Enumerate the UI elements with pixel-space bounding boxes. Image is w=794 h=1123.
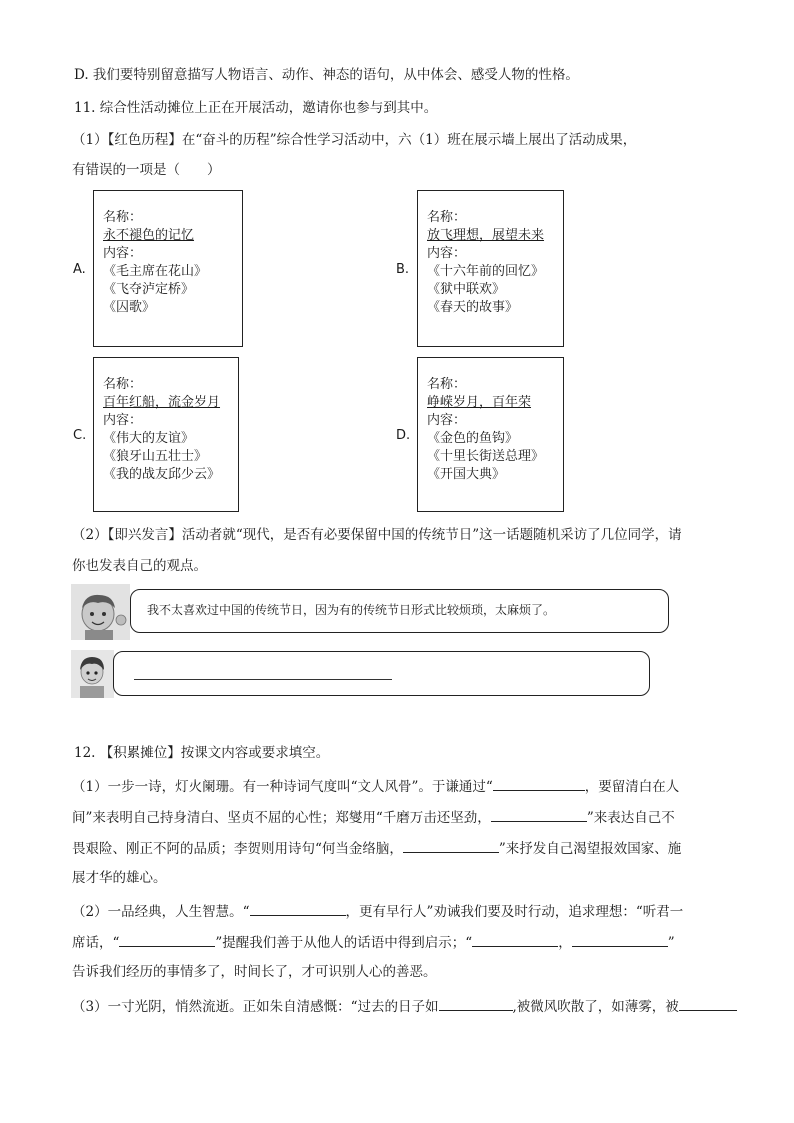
fill-blank[interactable] xyxy=(439,996,513,1011)
text-segment: 席话，“ xyxy=(72,935,120,951)
option-d-card[interactable] xyxy=(417,357,564,512)
card-name-value: 峥嵘岁月，百年荣 xyxy=(427,395,532,410)
option-d-text: D. 我们要特别留意描写人物语言、动作、神态的语句，从中体会、感受人物的性格。 xyxy=(74,67,579,83)
q12-part2-line3: 告诉我们经历的事情多了，时间长了，才可识别人心的善恶。 xyxy=(72,964,437,980)
option-c-card[interactable] xyxy=(93,357,239,512)
question-11-part2-line2: 你也发表自己的观点。 xyxy=(72,558,207,574)
card-item: 《囚歌》 xyxy=(103,300,156,315)
q12-part3-line1 xyxy=(72,996,737,1016)
speech-bubble-classmate xyxy=(130,589,669,633)
card-name-label: 名称： xyxy=(427,377,467,392)
q12-part2-line2 xyxy=(72,932,675,952)
option-b-letter: B. xyxy=(396,262,410,277)
answer-bubble[interactable] xyxy=(113,651,650,696)
card-item: 《飞夺泸定桥》 xyxy=(103,282,195,297)
card-item: 《十六年前的回忆》 xyxy=(427,264,545,279)
card-content-label: 内容： xyxy=(103,413,143,428)
card-name-value: 永不褪色的记忆 xyxy=(103,228,195,243)
fill-blank[interactable] xyxy=(472,932,558,947)
fill-blank[interactable] xyxy=(119,932,215,947)
q12-part2-line1 xyxy=(72,901,683,921)
text-segment: ， xyxy=(558,935,572,951)
question-11-part1-line2: 有错误的一项是（ ） xyxy=(72,162,221,178)
fill-blank[interactable] xyxy=(250,901,346,916)
fill-blank[interactable] xyxy=(493,776,585,791)
card-content-label: 内容： xyxy=(427,413,467,428)
student-avatar-icon xyxy=(71,650,114,698)
question-11-title: 11. 综合性活动摊位上正在开展活动，邀请你也参与到其中。 xyxy=(74,100,438,116)
card-item: 《狱中联欢》 xyxy=(427,282,506,297)
answer-blank-line[interactable] xyxy=(134,679,392,680)
card-item: 《伟大的友谊》 xyxy=(103,431,195,446)
fill-blank[interactable] xyxy=(572,932,668,947)
text-segment: ” xyxy=(667,935,675,951)
fill-blank[interactable] xyxy=(403,838,499,853)
option-b-card[interactable] xyxy=(417,190,564,347)
text-segment: 间”来表明自己持身清白、坚贞不屈的心性；郑燮用“千磨万击还坚劲， xyxy=(72,810,491,826)
text-segment: ”提醒我们善于从他人的话语中得到启示；“ xyxy=(215,935,473,951)
text-segment: （3）一寸光阴，悄然流逝。正如朱自清感慨：“过去的日子如 xyxy=(72,999,439,1015)
text-segment: ，更有早行人”劝诫我们要及时行动，追求理想：“听君一 xyxy=(345,904,684,920)
card-item: 《金色的鱼钩》 xyxy=(427,431,519,446)
card-item: 《我的战友邱少云》 xyxy=(103,467,221,482)
text-segment: ”来抒发自己渴望报效国家、施 xyxy=(498,841,682,857)
question-12-title: 12. 【积累摊位】按课文内容或要求填空。 xyxy=(74,745,330,761)
boy-avatar-icon xyxy=(71,584,130,640)
q12-part1-line4: 展才华的雄心。 xyxy=(72,870,167,886)
option-a-letter: A. xyxy=(73,262,86,277)
card-name-label: 名称： xyxy=(103,210,143,225)
option-d-letter: D. xyxy=(396,428,411,443)
text-segment: ”来表达自己不 xyxy=(586,810,675,826)
option-a-card[interactable] xyxy=(93,190,243,347)
question-11-part2-line1: （2）【即兴发言】活动者就“现代，是否有必要保留中国的传统节日”这一话题随机采访了几位同学，请 xyxy=(72,527,682,543)
card-item: 《十里长街送总理》 xyxy=(427,449,545,464)
speech-text: 我不太喜欢过中国的传统节日，因为有的传统节日形式比较烦琐，太麻烦了。 xyxy=(147,603,556,617)
fill-blank[interactable] xyxy=(679,996,737,1011)
q12-part1-line3 xyxy=(72,838,681,858)
card-item: 《毛主席在花山》 xyxy=(103,264,208,279)
card-content-label: 内容： xyxy=(103,246,143,261)
text-segment: 畏艰险、刚正不阿的品质；李贺则用诗句“何当金络脑， xyxy=(72,841,403,857)
text-segment: （1）一步一诗，灯火阑珊。有一种诗词气度叫“文人风骨”。于谦通过“ xyxy=(72,779,493,795)
text-segment: ,被微风吹散了，如薄雾，被 xyxy=(512,999,679,1015)
q12-part1-line2 xyxy=(72,807,675,827)
text-segment: （2）一品经典，人生智慧。“ xyxy=(72,904,250,920)
card-name-label: 名称： xyxy=(103,377,143,392)
q12-part1-line1 xyxy=(72,776,679,796)
card-content-label: 内容： xyxy=(427,246,467,261)
text-segment: ，要留清白在人 xyxy=(584,779,680,795)
card-name-value: 放飞理想，展望未来 xyxy=(427,228,545,243)
card-name-value: 百年红船，流金岁月 xyxy=(103,395,221,410)
card-item: 《开国大典》 xyxy=(427,467,506,482)
card-name-label: 名称： xyxy=(427,210,467,225)
card-item: 《春天的故事》 xyxy=(427,300,519,315)
question-11-part1-line1: （1）【红色历程】在“奋斗的历程”综合性学习活动中，六（1）班在展示墙上展出了活动成果， xyxy=(72,132,637,148)
option-c-letter: C. xyxy=(73,428,87,443)
fill-blank[interactable] xyxy=(491,807,587,822)
card-item: 《狼牙山五壮士》 xyxy=(103,449,208,464)
